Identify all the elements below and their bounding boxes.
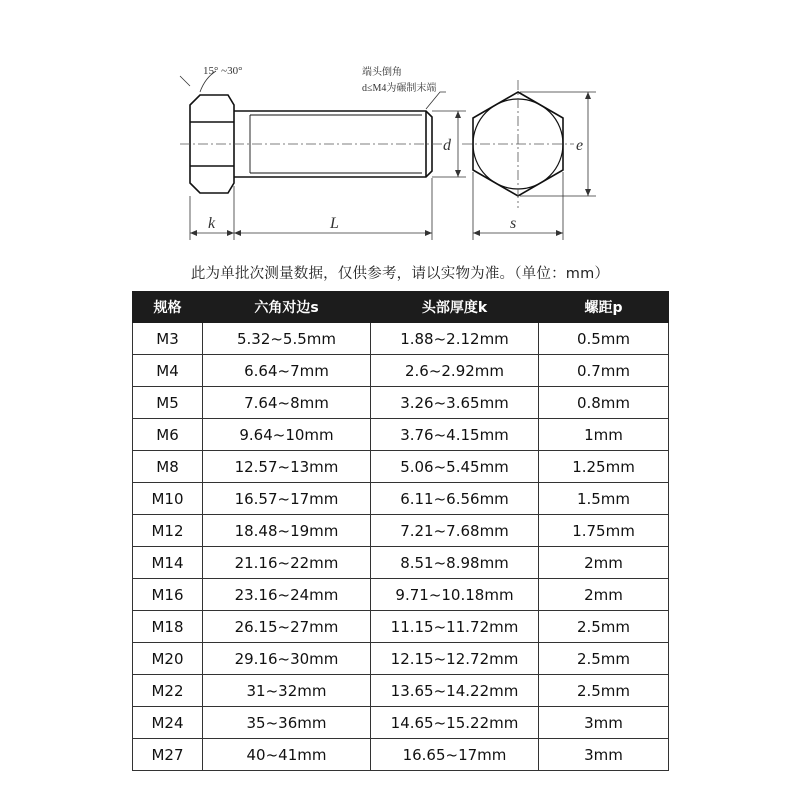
cell-head-thickness: 1.88~2.12mm bbox=[371, 323, 539, 355]
cell-head-thickness: 3.26~3.65mm bbox=[371, 387, 539, 419]
cell-spec: M8 bbox=[133, 451, 203, 483]
bolt-technical-drawing bbox=[0, 0, 800, 260]
cell-thread-pitch: 2.5mm bbox=[539, 643, 669, 675]
cell-spec: M22 bbox=[133, 675, 203, 707]
cell-head-thickness: 9.71~10.18mm bbox=[371, 579, 539, 611]
cell-head-thickness: 11.15~11.72mm bbox=[371, 611, 539, 643]
cell-head-thickness: 7.21~7.68mm bbox=[371, 515, 539, 547]
cell-spec: M20 bbox=[133, 643, 203, 675]
cell-hex-width: 29.16~30mm bbox=[203, 643, 371, 675]
cell-thread-pitch: 0.5mm bbox=[539, 323, 669, 355]
header-thread-pitch: 螺距p bbox=[539, 292, 669, 323]
table-row bbox=[133, 451, 669, 483]
cell-spec: M24 bbox=[133, 707, 203, 739]
table-row bbox=[133, 611, 669, 643]
cell-head-thickness: 13.65~14.22mm bbox=[371, 675, 539, 707]
cell-hex-width: 7.64~8mm bbox=[203, 387, 371, 419]
chamfer-note-line2: d≤M4为碾制末端 bbox=[362, 83, 437, 94]
cell-thread-pitch: 2.5mm bbox=[539, 611, 669, 643]
table-header-row bbox=[133, 292, 669, 323]
cell-spec: M5 bbox=[133, 387, 203, 419]
dimension-d-label: d bbox=[443, 137, 451, 154]
table-row bbox=[133, 547, 669, 579]
table-row bbox=[133, 707, 669, 739]
cell-thread-pitch: 0.8mm bbox=[539, 387, 669, 419]
table-body bbox=[133, 323, 669, 771]
cell-spec: M6 bbox=[133, 419, 203, 451]
table-row bbox=[133, 419, 669, 451]
cell-thread-pitch: 2.5mm bbox=[539, 675, 669, 707]
cell-spec: M16 bbox=[133, 579, 203, 611]
cell-spec: M12 bbox=[133, 515, 203, 547]
cell-thread-pitch: 1.5mm bbox=[539, 483, 669, 515]
table-row bbox=[133, 387, 669, 419]
header-head-thickness: 头部厚度k bbox=[371, 292, 539, 323]
dimension-e-label: e bbox=[576, 137, 584, 154]
cell-hex-width: 26.15~27mm bbox=[203, 611, 371, 643]
cell-head-thickness: 6.11~6.56mm bbox=[371, 483, 539, 515]
table-row bbox=[133, 643, 669, 675]
cell-spec: M3 bbox=[133, 323, 203, 355]
cell-head-thickness: 3.76~4.15mm bbox=[371, 419, 539, 451]
cell-spec: M27 bbox=[133, 739, 203, 771]
cell-head-thickness: 2.6~2.92mm bbox=[371, 355, 539, 387]
cell-hex-width: 23.16~24mm bbox=[203, 579, 371, 611]
cell-hex-width: 35~36mm bbox=[203, 707, 371, 739]
header-spec: 规格 bbox=[133, 292, 203, 323]
table-row bbox=[133, 675, 669, 707]
bolt-spec-table bbox=[132, 291, 669, 771]
cell-thread-pitch: 1.25mm bbox=[539, 451, 669, 483]
cell-head-thickness: 14.65~15.22mm bbox=[371, 707, 539, 739]
table-row bbox=[133, 355, 669, 387]
table-row bbox=[133, 483, 669, 515]
table-row bbox=[133, 739, 669, 771]
cell-head-thickness: 12.15~12.72mm bbox=[371, 643, 539, 675]
table-row bbox=[133, 579, 669, 611]
cell-hex-width: 40~41mm bbox=[203, 739, 371, 771]
cell-thread-pitch: 1mm bbox=[539, 419, 669, 451]
dimension-k-label: k bbox=[208, 215, 216, 232]
cell-spec: M14 bbox=[133, 547, 203, 579]
cell-spec: M4 bbox=[133, 355, 203, 387]
cell-head-thickness: 5.06~5.45mm bbox=[371, 451, 539, 483]
dimension-s-label: s bbox=[510, 215, 517, 232]
angle-label: 15° ~30° bbox=[203, 65, 243, 77]
cell-thread-pitch: 0.7mm bbox=[539, 355, 669, 387]
measurement-disclaimer: 此为单批次测量数据，仅供参考，请以实物为准。（单位：mm） bbox=[190, 266, 610, 282]
cell-thread-pitch: 1.75mm bbox=[539, 515, 669, 547]
cell-hex-width: 12.57~13mm bbox=[203, 451, 371, 483]
cell-head-thickness: 8.51~8.98mm bbox=[371, 547, 539, 579]
header-hex-width: 六角对边s bbox=[203, 292, 371, 323]
cell-hex-width: 9.64~10mm bbox=[203, 419, 371, 451]
cell-hex-width: 31~32mm bbox=[203, 675, 371, 707]
cell-hex-width: 18.48~19mm bbox=[203, 515, 371, 547]
cell-thread-pitch: 2mm bbox=[539, 579, 669, 611]
cell-thread-pitch: 3mm bbox=[539, 739, 669, 771]
cell-spec: M18 bbox=[133, 611, 203, 643]
cell-head-thickness: 16.65~17mm bbox=[371, 739, 539, 771]
cell-hex-width: 21.16~22mm bbox=[203, 547, 371, 579]
cell-hex-width: 5.32~5.5mm bbox=[203, 323, 371, 355]
cell-hex-width: 16.57~17mm bbox=[203, 483, 371, 515]
table-row bbox=[133, 515, 669, 547]
cell-hex-width: 6.64~7mm bbox=[203, 355, 371, 387]
table-row bbox=[133, 323, 669, 355]
dimension-L-label: L bbox=[330, 215, 339, 232]
chamfer-note-line1: 端头倒角 bbox=[362, 67, 402, 78]
cell-thread-pitch: 3mm bbox=[539, 707, 669, 739]
cell-spec: M10 bbox=[133, 483, 203, 515]
cell-thread-pitch: 2mm bbox=[539, 547, 669, 579]
